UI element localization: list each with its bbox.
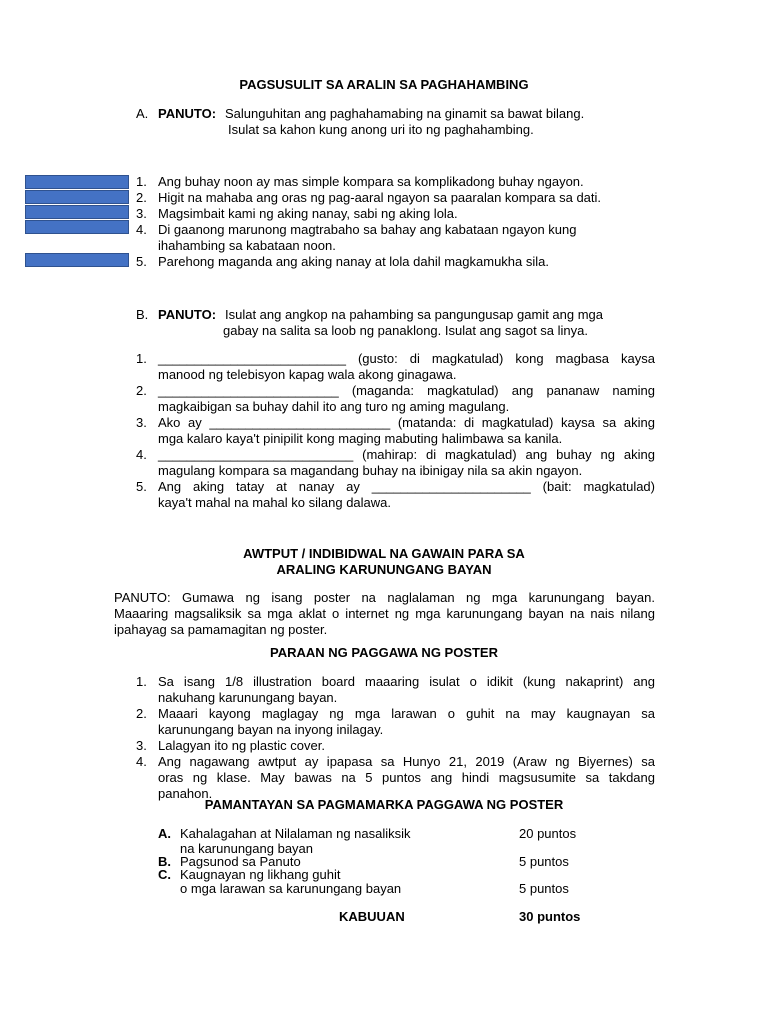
output-heading-1: AWTPUT / INDIBIDWAL NA GAWAIN PARA SA: [243, 546, 525, 561]
list-item: 4. Di gaanong marunong magtrabaho sa bahay ang kabataan ngayon kung: [136, 222, 577, 237]
list-item: 5. Ang aking tatay at nanay ay ______________________ (bait: magkatulad): [136, 479, 655, 494]
criterion-text: o mga larawan sa karunungang bayan: [180, 881, 402, 896]
output-heading-2: ARALING KARUNUNGANG BAYAN: [276, 562, 492, 577]
list-item: 1. Ang buhay noon ay mas simple kompara sa komplikadong buhay ngayon.: [136, 174, 584, 189]
part-a-label: PANUTO:: [158, 106, 217, 121]
list-item-continuation: ihahambing sa kabataan noon.: [158, 238, 336, 253]
list-item-continuation: magulang kompara sa magandang buhay na ibinigay nila sa akin ngayon.: [158, 463, 583, 478]
list-item-continuation: nakuhang karunungang bayan.: [158, 690, 338, 705]
list-item-continuation: magkaibigan sa buhay dahil ito ang turo ng aming magulang.: [158, 399, 510, 414]
output-panuto: [114, 590, 655, 638]
list-item-continuation: panahon.: [158, 786, 213, 801]
page-title: PAGSUSULIT SA ARALIN SA PAGHAHAMBING: [239, 77, 529, 92]
part-b-label: PANUTO:: [158, 307, 217, 322]
output-panuto-line: Maaaring magsaliksik sa mga aklat o internet ng mga karunungang bayan na nais nilang: [114, 606, 655, 621]
criterion-points: 5 puntos: [519, 881, 569, 896]
part-b-instruction-2: gabay na salita sa loob ng panaklong. Isulat ang sagot sa linya.: [223, 323, 588, 338]
procedure-heading: PARAAN NG PAGGAWA NG POSTER: [270, 645, 498, 660]
list-item: 4. ___________________________ (mahirap: di magkatulad) ang buhay ng aking: [136, 447, 655, 462]
list-item-continuation: manood ng telebisyon kapag wala akong ginagawa.: [158, 367, 457, 382]
list-item-continuation: oras ng klase. May bawas na 5 puntos ang hindi magsusumite sa takdang: [158, 770, 655, 785]
list-item: 5. Parehong maganda ang aking nanay at lola dahil magkamukha sila.: [136, 254, 549, 269]
list-item: 1. __________________________ (gusto: di magkatulad) kong magbasa kaysa: [136, 351, 655, 366]
criterion-text: Kaugnayan ng likhang guhit: [180, 867, 341, 882]
part-b-list: [0, 351, 768, 511]
list-item: 2. Maaari kayong maglagay ng mga larawan o guhit na may kaugnayan sa: [136, 706, 655, 721]
list-item: 1. Sa isang 1/8 illustration board maaaring isulat o idikit (kung nakaprint) ang: [136, 674, 655, 689]
list-item-continuation: kaya't mahal na mahal ko silang dalawa.: [158, 495, 392, 510]
total-label: KABUUAN: [339, 909, 405, 924]
criterion-text: na karunungang bayan: [180, 841, 314, 856]
criterion-text: Kahalagahan at Nilalaman ng nasaliksik: [180, 826, 411, 841]
output-panuto-line: ipahayag sa pamamagitan ng poster.: [114, 622, 328, 637]
list-item-continuation: mga kalaro kaya't pinipilit kong maging mabuting halimbawa sa kanila.: [158, 431, 563, 446]
criterion-letter: C.: [158, 867, 171, 882]
rubric-heading: PAMANTAYAN SA PAGMAMARKA PAGGAWA NG POSTER: [204, 797, 564, 812]
part-a-list: [0, 174, 768, 270]
list-item-continuation: karunungang bayan na inyong inilagay.: [158, 722, 384, 737]
procedure-list: [0, 674, 768, 802]
part-b-letter: B.: [136, 307, 149, 322]
total-points: 30 puntos: [519, 909, 581, 924]
criterion-text: Pagsunod sa Panuto: [180, 854, 301, 869]
criterion-points: 20 puntos: [519, 826, 577, 841]
list-item: 2. _________________________ (maganda: magkatulad) ang pananaw naming: [136, 383, 655, 398]
criterion-points: 5 puntos: [519, 854, 569, 869]
part-a-instruction-2: Isulat sa kahon kung anong uri ito ng paghahambing.: [228, 122, 534, 137]
part-b-instruction-1: Isulat ang angkop na pahambing sa pangungusap gamit ang mga: [225, 307, 604, 322]
list-item: 3. Magsimbait kami ng aking nanay, sabi ng aking lola.: [136, 206, 458, 221]
list-item: 2. Higit na mahaba ang oras ng pag-aaral ngayon sa paaralan kompara sa dati.: [136, 190, 602, 205]
list-item: 4. Ang nagawang awtput ay ipapasa sa Hunyo 21, 2019 (Araw ng Biyernes) sa: [136, 754, 655, 769]
part-a-letter: A.: [136, 106, 149, 121]
output-panuto-line: PANUTO: Gumawa ng isang poster na naglalaman ng mga karunungang bayan.: [114, 590, 655, 605]
list-item: 3. Ako ay _________________________ (matanda: di magkatulad) kaysa sa aking: [136, 415, 655, 430]
criterion-letter: B.: [158, 854, 171, 869]
part-a-instruction-1: Salunguhitan ang paghahamabing na ginamit sa bawat bilang.: [225, 106, 585, 121]
list-item: 3. Lalagyan ito ng plastic cover.: [136, 738, 325, 753]
criterion-letter: A.: [158, 826, 171, 841]
